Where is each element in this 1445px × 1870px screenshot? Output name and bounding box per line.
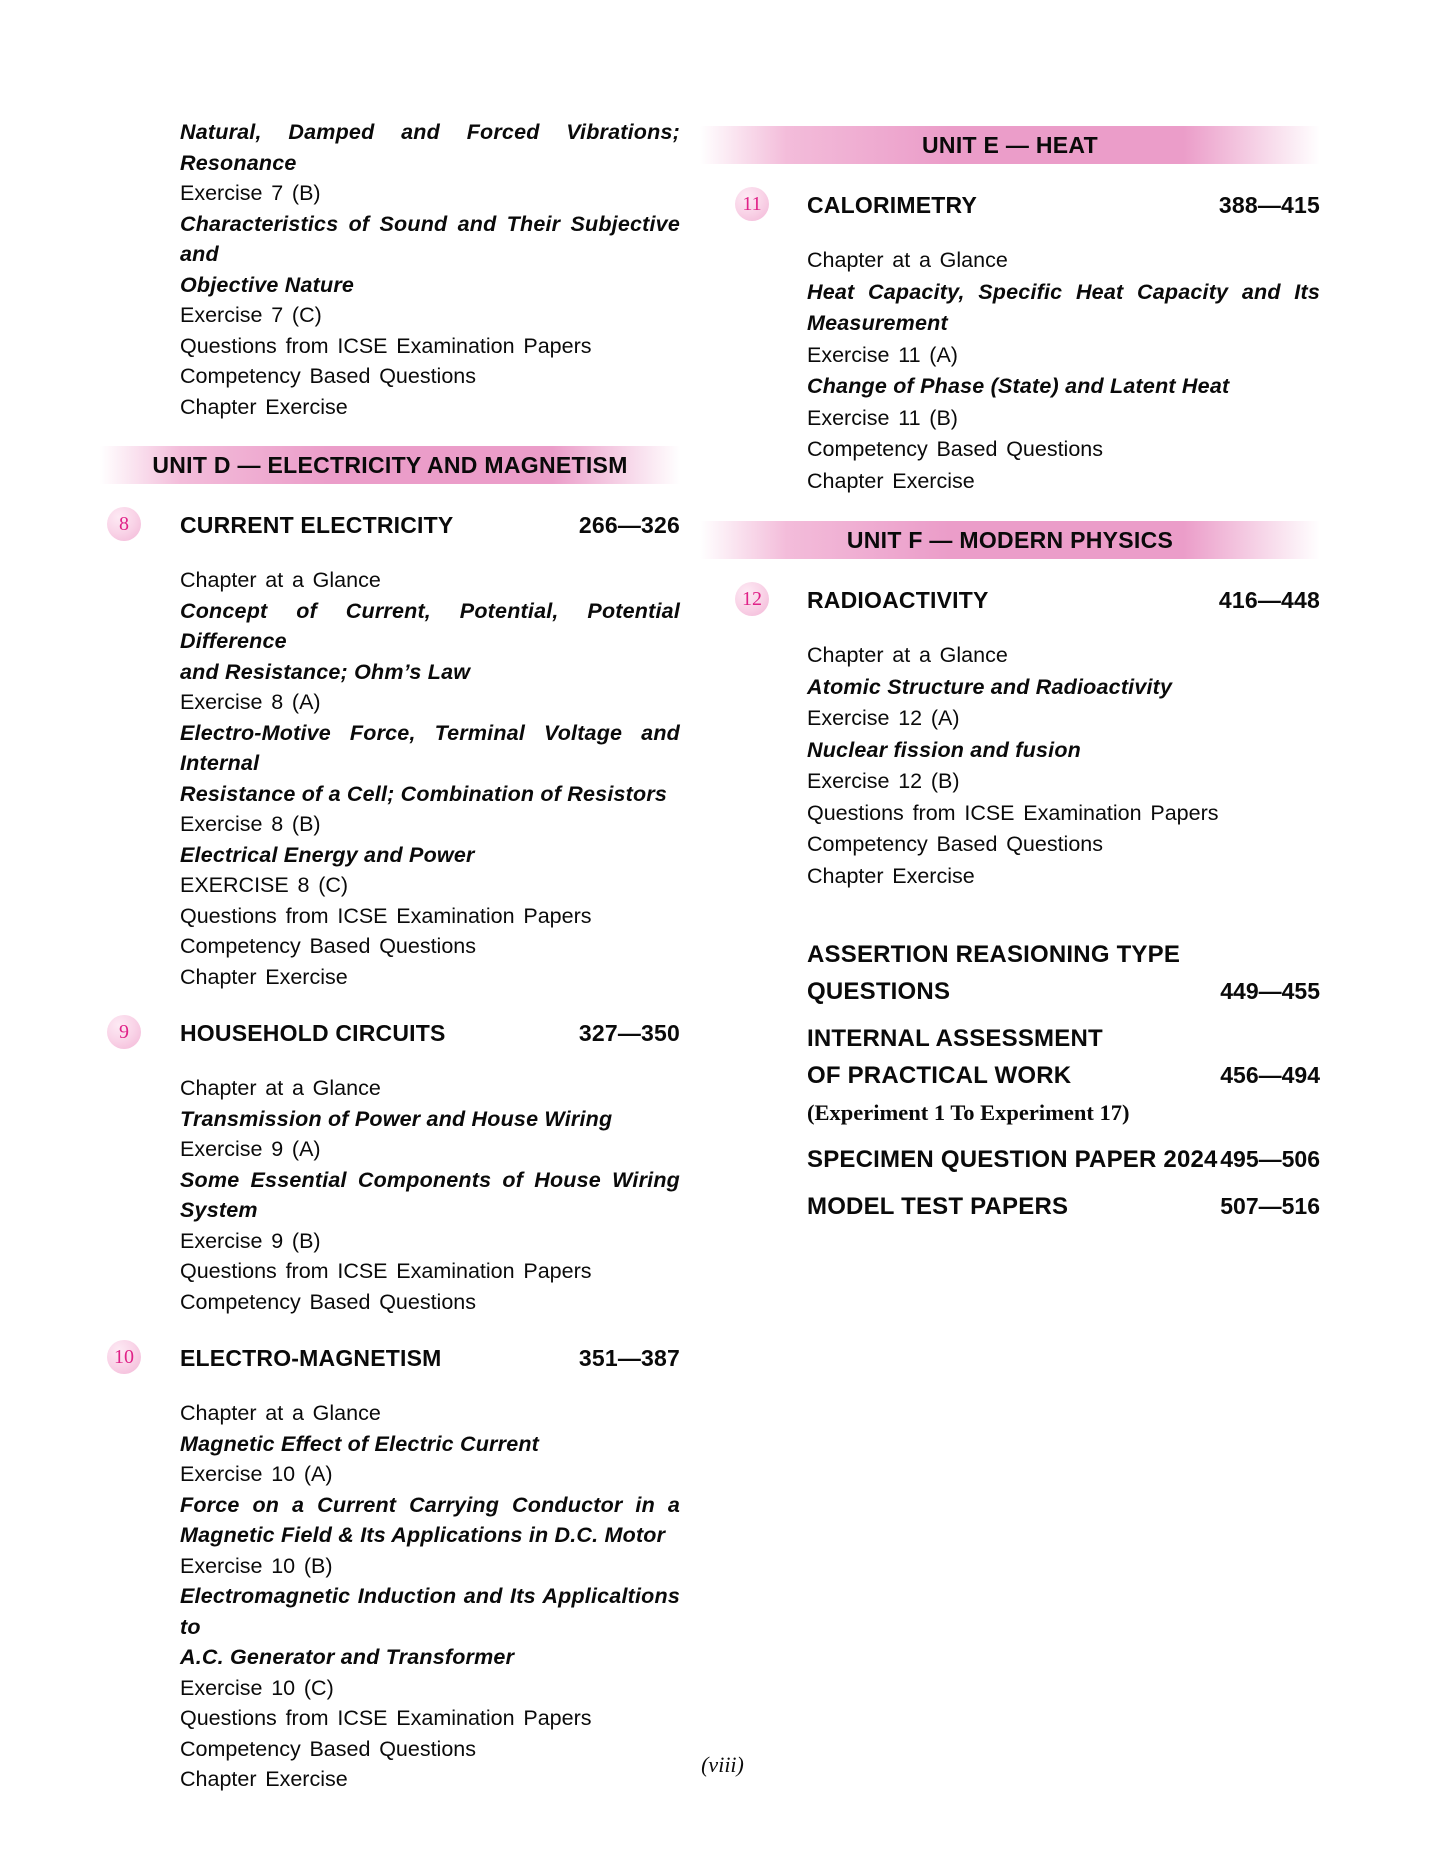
toc-item: Chapter Exercise (807, 468, 975, 493)
topic-line: Magnetic Field & Its Applications in D.C. Motor (180, 1523, 666, 1547)
chapter-11-section (700, 190, 1320, 497)
toc-topic-item (180, 840, 680, 871)
internal-title-line1: INTERNAL ASSESSMENT (807, 1025, 1103, 1052)
topic-line: Objective Nature (180, 272, 355, 297)
topic-line: Nuclear fission and fusion (807, 737, 1081, 762)
back-matter-sections (700, 936, 1320, 1225)
internal-assessment-section (807, 1020, 1320, 1131)
toc-item: Competency Based Questions (180, 1289, 476, 1314)
chapter-11-number-badge: 11 (735, 187, 769, 221)
toc-topic-item (180, 1581, 680, 1673)
toc-topic-item (807, 735, 1320, 767)
toc-item: Questions from ICSE Examination Papers (180, 1706, 592, 1730)
toc-topic-item (807, 371, 1320, 403)
internal-page-range: 456—494 (1220, 1062, 1320, 1088)
chapter-7-continued-items (100, 117, 680, 422)
chapter-10-section (100, 1343, 680, 1795)
toc-item: Chapter at a Glance (180, 568, 381, 592)
topic-line: System (180, 1198, 258, 1222)
topic-line: Natural, Damped and Forced Vibrations; (180, 120, 680, 144)
toc-topic-item (180, 209, 680, 301)
toc-topic-item (180, 596, 680, 688)
toc-item: Chapter Exercise (180, 1767, 348, 1791)
chapter-12-section (700, 585, 1320, 892)
toc-item: Chapter at a Glance (807, 248, 1008, 272)
chapter-11-items (700, 245, 1320, 497)
toc-item: Questions from ICSE Examination Papers (180, 1259, 592, 1283)
chapter-10-items (100, 1398, 680, 1795)
chapter-9-section (100, 1018, 680, 1317)
topic-line: Electrical Energy and Power (180, 842, 475, 867)
toc-item: Exercise 9 (B) (180, 1228, 321, 1253)
topic-line: Force on a Current Carrying Conductor in a (180, 1492, 680, 1517)
chapter-9-heading (100, 1018, 680, 1049)
chapter-11-page-range: 388—415 (1218, 192, 1320, 218)
chapter-11-title: CALORIMETRY (807, 192, 978, 218)
model-test-title: MODEL TEST PAPERS (807, 1193, 1069, 1220)
chapter-9-number-badge: 9 (107, 1015, 141, 1049)
page-number: (viii) (701, 1752, 744, 1777)
toc-item: Exercise 10 (B) (180, 1553, 333, 1578)
toc-item: Chapter Exercise (807, 863, 975, 888)
chapter-12-items (700, 640, 1320, 892)
toc-item: Exercise 9 (A) (180, 1137, 321, 1161)
chapter-9-items (100, 1073, 680, 1317)
chapter-10-heading (100, 1343, 680, 1374)
toc-topic-item (180, 718, 680, 810)
chapter-8-items (100, 565, 680, 992)
model-test-papers-section (807, 1188, 1320, 1225)
toc-item: Exercise 11 (B) (807, 405, 958, 430)
topic-line: Concept of Current, Potential, Potential Difference (180, 598, 680, 653)
chapter-12-heading (700, 585, 1320, 616)
toc-item: Competency Based Questions (180, 1736, 476, 1761)
unit-f-header-band (700, 521, 1320, 559)
unit-f-header-label: UNIT F — MODERN PHYSICS (846, 527, 1174, 553)
internal-experiments-note: (Experiment 1 To Experiment 17) (807, 1100, 1130, 1125)
internal-title-line2: OF PRACTICAL WORK (807, 1062, 1072, 1089)
specimen-paper-section (807, 1141, 1320, 1178)
chapter-12-number-badge: 12 (735, 582, 769, 616)
toc-item: Exercise 7 (C) (180, 303, 322, 327)
toc-topic-item (180, 1165, 680, 1226)
toc-item: Questions from ICSE Examination Papers (180, 333, 592, 358)
toc-item: Exercise 7 (B) (180, 181, 321, 205)
chapter-8-page-range: 266—326 (578, 512, 680, 538)
toc-item: Exercise 12 (B) (807, 769, 960, 793)
toc-item: EXERCISE 8 (C) (180, 873, 349, 897)
topic-line: Heat Capacity, Specific Heat Capacity and Its (807, 279, 1320, 304)
topic-line: Measurement (807, 311, 948, 335)
toc-item: Chapter at a Glance (180, 1401, 381, 1425)
chapter-10-title: ELECTRO-MAGNETISM (180, 1345, 442, 1371)
toc-topic-item (180, 117, 680, 178)
toc-topic-item (180, 1104, 680, 1135)
toc-item: Competency Based Questions (807, 437, 1103, 461)
assertion-reasoning-section (807, 936, 1320, 1010)
left-column (100, 117, 680, 1795)
toc-item: Exercise 8 (A) (180, 690, 321, 714)
chapter-8-number-badge: 8 (107, 507, 141, 541)
toc-item: Questions from ICSE Examination Papers (180, 903, 592, 928)
chapter-10-page-range: 351—387 (578, 1345, 680, 1371)
toc-topic-item (807, 672, 1320, 704)
topic-line: Atomic Structure and Radioactivity (807, 674, 1173, 699)
toc-item: Competency Based Questions (807, 832, 1103, 856)
topic-line: Magnetic Effect of Electric Current (180, 1431, 540, 1456)
toc-item: Questions from ICSE Examination Papers (807, 800, 1219, 825)
chapter-9-page-range: 327—350 (578, 1020, 680, 1046)
specimen-page-range: 495—506 (1220, 1146, 1320, 1172)
toc-item: Chapter Exercise (180, 394, 348, 419)
topic-line: Some Essential Components of House Wiring (180, 1167, 680, 1192)
chapter-8-heading (100, 510, 680, 541)
toc-item: Exercise 10 (C) (180, 1675, 334, 1700)
unit-d-header-band (100, 446, 680, 484)
topic-line: Transmission of Power and House Wiring (180, 1106, 613, 1131)
toc-topic-item (807, 277, 1320, 340)
assertion-title-line2: QUESTIONS (807, 978, 951, 1005)
toc-topic-item (180, 1490, 680, 1551)
assertion-page-range: 449—455 (1220, 978, 1320, 1004)
toc-item: Exercise 12 (A) (807, 706, 960, 730)
topic-line: Electromagnetic Induction and Its Applicaltions to (180, 1584, 680, 1639)
toc-item: Exercise 8 (B) (180, 812, 321, 836)
topic-line: Electro-Motive Force, Terminal Voltage and Internal (180, 720, 680, 775)
chapter-8-section (100, 510, 680, 992)
specimen-title: SPECIMEN QUESTION PAPER 2024 (807, 1146, 1218, 1173)
toc-item: Chapter at a Glance (180, 1076, 381, 1100)
chapter-12-page-range: 416—448 (1218, 587, 1320, 613)
toc-topic-item (180, 1429, 680, 1460)
unit-d-header-label: UNIT D — ELECTRICITY AND MAGNETISM (152, 452, 628, 478)
topic-line: Resonance (180, 150, 297, 175)
chapter-10-number-badge: 10 (107, 1340, 141, 1374)
chapter-8-title: CURRENT ELECTRICITY (180, 512, 454, 538)
toc-item: Competency Based Questions (180, 364, 476, 388)
toc-item: Exercise 10 (A) (180, 1462, 333, 1486)
model-test-page-range: 507—516 (1220, 1193, 1320, 1219)
toc-item: Chapter at a Glance (807, 643, 1008, 667)
toc-item: Chapter Exercise (180, 964, 348, 989)
toc-item: Competency Based Questions (180, 934, 476, 958)
topic-line: Change of Phase (State) and Latent Heat (807, 374, 1230, 398)
assertion-title-line1: ASSERTION REASIONING TYPE (807, 941, 1181, 968)
unit-e-header-band (700, 126, 1320, 164)
chapter-9-title: HOUSEHOLD CIRCUITS (180, 1020, 446, 1046)
topic-line: Characteristics of Sound and Their Subjective and (180, 211, 680, 266)
chapter-11-heading (700, 190, 1320, 221)
chapter-12-title: RADIOACTIVITY (807, 587, 989, 613)
topic-line: and Resistance; Ohm’s Law (180, 659, 471, 684)
right-column (700, 126, 1320, 1225)
topic-line: A.C. Generator and Transformer (180, 1645, 515, 1669)
unit-e-header-label: UNIT E — HEAT (922, 132, 1098, 158)
topic-line: Resistance of a Cell; Combination of Resistors (180, 781, 668, 806)
toc-item: Exercise 11 (A) (807, 342, 958, 367)
